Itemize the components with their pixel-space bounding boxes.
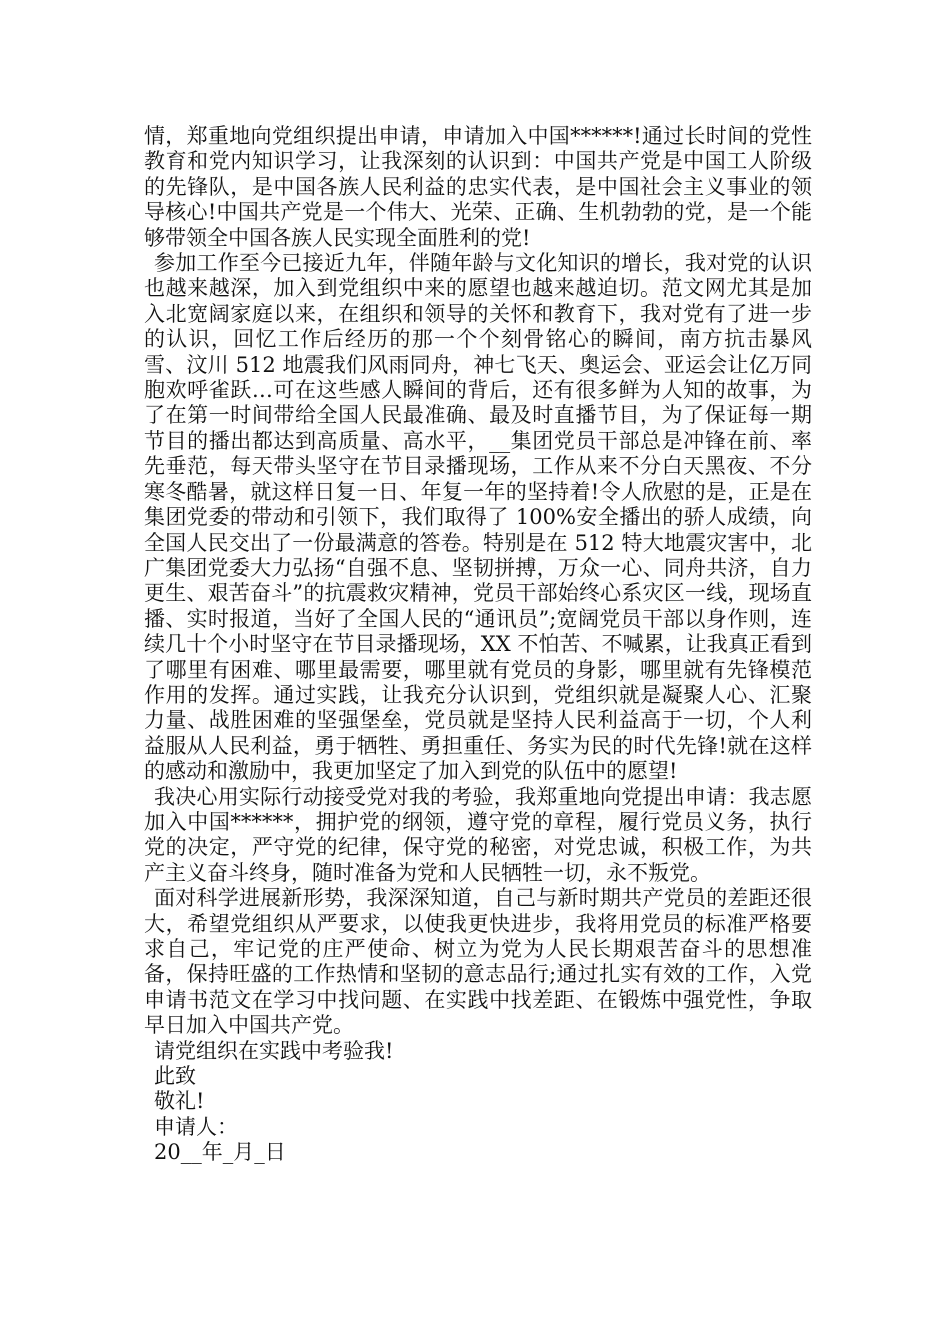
closing-request-line: 请党组织在实践中考验我! [154,1038,394,1063]
paragraph-2: 参加工作至今已接近九年，伴随年龄与文化知识的增长，我对党的认识也越来越深，加入到党组织中来的愿望也越来越迫切。范文网尤其是加入北宽阔家庭以来，在组织和领导的关怀和教育下，我对党有了进一步的认识，回忆工作后经历的那一个个刻骨铭心的瞬间，南方抗击暴风雪、汶川 512 地震我们风雨同舟，神七飞天、奥运会、亚运会让亿万同胞欢呼雀跃…可在这些感人瞬间的背后，还有很多鲜为人知的故事，为了在第一时间带给全国人民最准确、最及时直播节目，为了保证每一期节目的播出都达到高质量、高水平，__集团党员干部总是冲锋在前、率先垂范，每天带头坚守在节目录播现场，工作从来不分白天黑夜、不分寒冬酷暑，就这样日复一日、年复一年的坚持着!令人欣慰的是，正是在集团党委的带动和引领下，我们取得了 100%安全播出的骄人成绩，向全国人民交出了一份最满意的答卷。特别是在 512 特大地震灾害中，北广集团党委大力弘扬“自强不息、坚韧拼搏，万众一心、同舟共济，自力更生、艰苦奋斗”的抗震救灾精神，党员干部始终心系灾区一线，现场直播、实时报道，当好了全国人民的“通讯员”;宽阔党员干部以身作则，连续几十个小时坚守在节目录播现场，XX 不怕苦、不喊累，让我真正看到了哪里有困难、哪里最需要，哪里就有党员的身影，哪里就有先锋模范作用的发挥。通过实践，让我充分认识到，党组织就是凝聚人心、汇聚力量、战胜困难的坚强堡垒，党员就是坚持人民利益高于一切，个人利益服从人民利益，勇于牺牲、勇担重任、务实为民的时代先锋!就在这样的感动和激励中，我更加坚定了加入到党的队伍中的愿望! [144,251,812,784]
closing-regards: 敬礼! [154,1089,205,1114]
date-line: 20__年_月_日 [154,1140,286,1165]
paragraph-1: 情，郑重地向党组织提出申请，申请加入中国******!通过长时间的党性教育和党内知识学习，让我深刻的认识到：中国共产党是中国工人阶级的先锋队，是中国各族人民利益的忠实代表，是中国社会主义事业的领导核心!中国共产党是一个伟大、光荣、正确、生机勃勃的党，是一个能够带领全中国各族人民实现全面胜利的党! [144,124,812,250]
closing-salutation: 此致 [154,1064,196,1089]
paragraph-4: 面对科学进展新形势，我深深知道，自己与新时期共产党员的差距还很大，希望党组织从严要求，以使我更快进步，我将用党员的标准严格要求自己，牢记党的庄严使命、树立为党为人民长期艰苦奋斗的思想准备，保持旺盛的工作热情和坚韧的意志品行;通过扎实有效的工作，入党申请书范文在学习中找问题、在实践中找差距、在锻炼中强党性，争取早日加入中国共产党。 [144,886,812,1038]
document-body [144,124,812,1166]
applicant-label: 申请人： [154,1114,238,1139]
paragraph-3: 我决心用实际行动接受党对我的考验，我郑重地向党提出申请：我志愿加入中国******，拥护党的纲领，遵守党的章程，履行党员义务，执行党的决定，严守党的纪律，保守党的秘密，对党忠诚，积极工作，为共产主义奋斗终身，随时准备为党和人民牺牲一切，永不叛党。 [144,784,812,885]
